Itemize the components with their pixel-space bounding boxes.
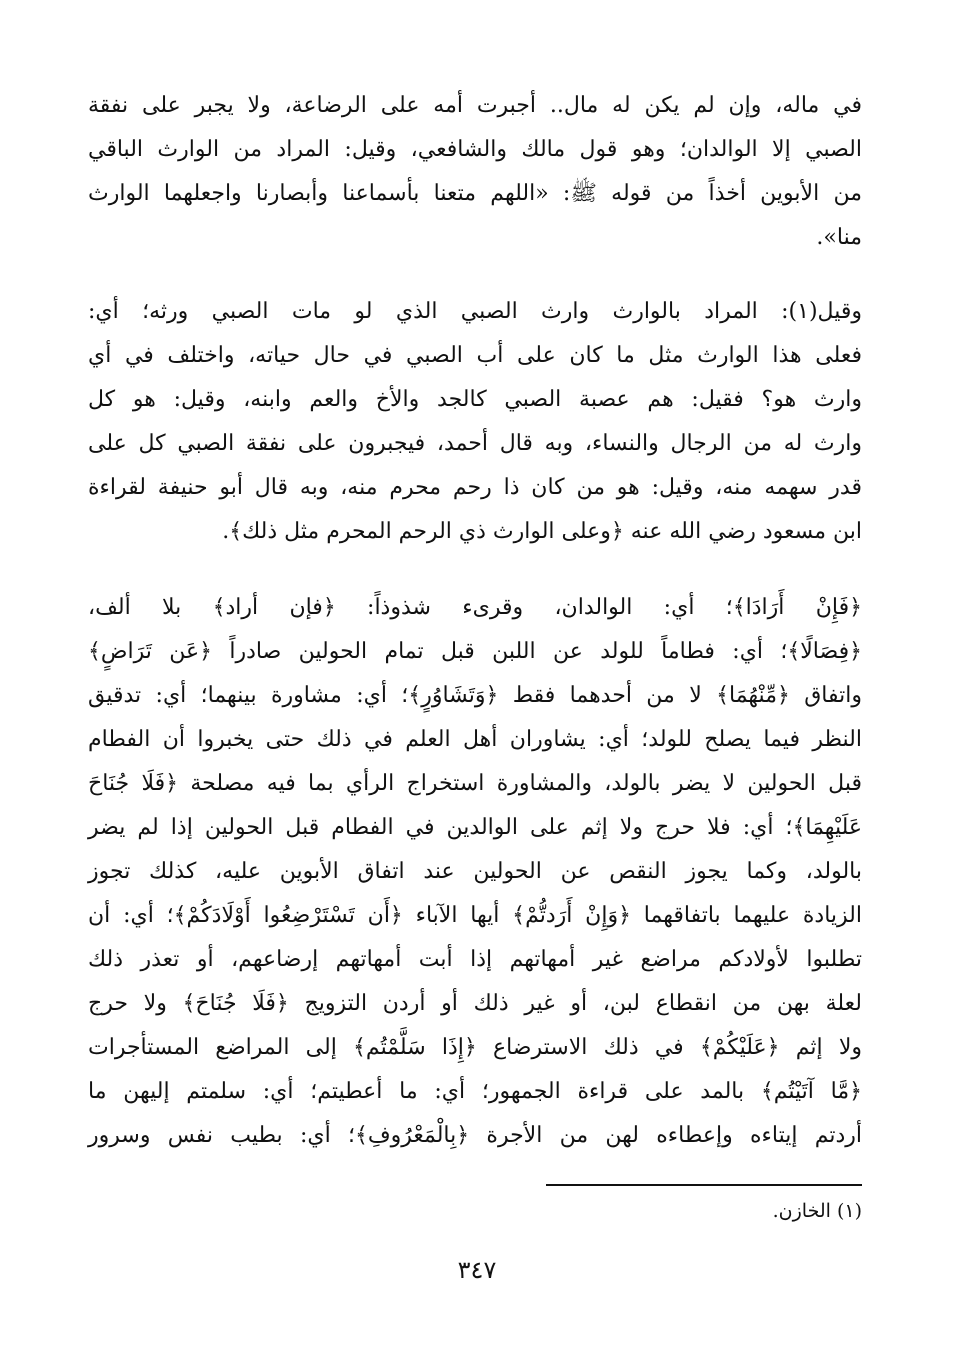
text-line: وقيل(١): المراد بالوارث وارث الصبي الذي لو مات الصبي ورثه؛ أي:	[88, 299, 862, 324]
text-line: فعلى هذا الوارث مثل ما كان على أب الصبي في حال حياته، واختلف في أي	[88, 343, 862, 368]
text-line: منا».	[816, 225, 862, 250]
text-line: الصبي إلا الوالدان؛ وهو قول مالك والشافعي، وقيل: المراد من الوارث الباقي	[88, 137, 862, 162]
text-line: وارث هو؟ فقيل: هم عصبة الصبي كالجد والأخ والعم وابنه، وقيل: هو كل	[88, 387, 862, 412]
text-line: قبل الحولين لا يضر بالولد، والمشاورة استخراج الرأي بما فيه مصلحة ﴿فَلَا جُنَاحَ	[88, 771, 862, 796]
paragraph	[88, 586, 862, 1158]
text-line: ﴿فِصَالًا﴾؛ أي: فطاماً للولد عن اللبن قبل تمام الحولين صادراً ﴿عَن تَرَاضٍ﴾	[88, 639, 863, 664]
paragraph	[88, 290, 862, 554]
text-line: ﴿مَّا آتَيْتُم﴾ بالمد على قراءة الجمهور؛ أي: ما أعطيتم؛ أي: سلمتم إليهن ما	[88, 1079, 862, 1104]
text-line: عَلَيْهِمَا﴾؛ أي: فلا حرج ولا إثم على الوالدين في الفطام قبل الحولين إذا لم يضر	[88, 815, 862, 840]
footnote: (١) الخازن.	[772, 1200, 862, 1222]
text-line: قدر سهمه منه، وقيل: هو من كان ذا رحم محرم منه، وبه قال أبو حنيفة لقراءة	[88, 475, 862, 500]
text-line: واتفاق ﴿مِّنْهُمَا﴾ لا من أحدهما فقط ﴿وَتَشَاوُرٍ﴾؛ أي: مشاورة بينهما؛ أي: تدقيق	[88, 683, 862, 708]
page-number: ٣٤٧	[457, 1256, 497, 1284]
text-line: ﴿فَإِنْ أَرَادَا﴾؛ أي: الوالدان، وقرىء شذوذاً: ﴿فإن أراد﴾ بلا ألف،	[88, 595, 862, 620]
footnote-separator	[546, 1184, 862, 1186]
text-line: تطلبوا لأولادكم مراضع غير أمهاتهم إذا أبت أمهاتهم إرضاعهم، أو تعذر ذلك	[88, 947, 863, 972]
text-line: في ماله، وإن لم يكن له مال.. أجبرت أمه على الرضاعة، ولا يجبر على نفقة	[88, 93, 862, 118]
text-line: لعلة بهن من انقطاع لبن، أو غير ذلك أو أردن التزويج ﴿فَلَا جُنَاحَ﴾ ولا حرج	[88, 991, 862, 1016]
text-line: ابن مسعود رضي الله عنه ﴿وعلى الوارث ذي الرحم المحرم مثل ذلك﴾.	[222, 519, 862, 544]
text-line: ولا إثم ﴿عَلَيْكُمْ﴾ في ذلك الاسترضاع ﴿إِذَا سَلَّمْتُم﴾ إلى المراضع المستأجرات	[88, 1035, 862, 1060]
text-line: وارث له من الرجال والنساء، وبه قال أحمد، فيجبرون على نفقة الصبي كل على	[88, 431, 862, 456]
text-line: النظر فيما يصلح للولد؛ أي: يشاوران أهل العلم في ذلك حتى يخبروا أن الفطام	[88, 727, 862, 752]
paragraph	[88, 84, 862, 260]
text-line: أردتم إيتاءه وإعطاءه لهن من الأجرة ﴿بِالْمَعْرُوفِ﴾؛ أي: بطيب نفس وسرور	[88, 1123, 862, 1148]
text-line: بالولد، وكما يجوز النقص عن الحولين عند اتفاق الأبوين عليه، كذلك تجوز	[88, 859, 863, 884]
text-line: الزيادة عليهما باتفاقهما ﴿وَإِنْ أَرَدتُّمْ﴾ أيها الآباء ﴿أَن تَسْتَرْضِعُوا أَوْلَادَكُمْ﴾؛ أي: أن	[88, 903, 862, 928]
text-line: من الأبوين أخذاً من قوله ﷺ: «اللهم متعنا بأسماعنا وأبصارنا واجعلهما الوارث	[88, 181, 862, 206]
